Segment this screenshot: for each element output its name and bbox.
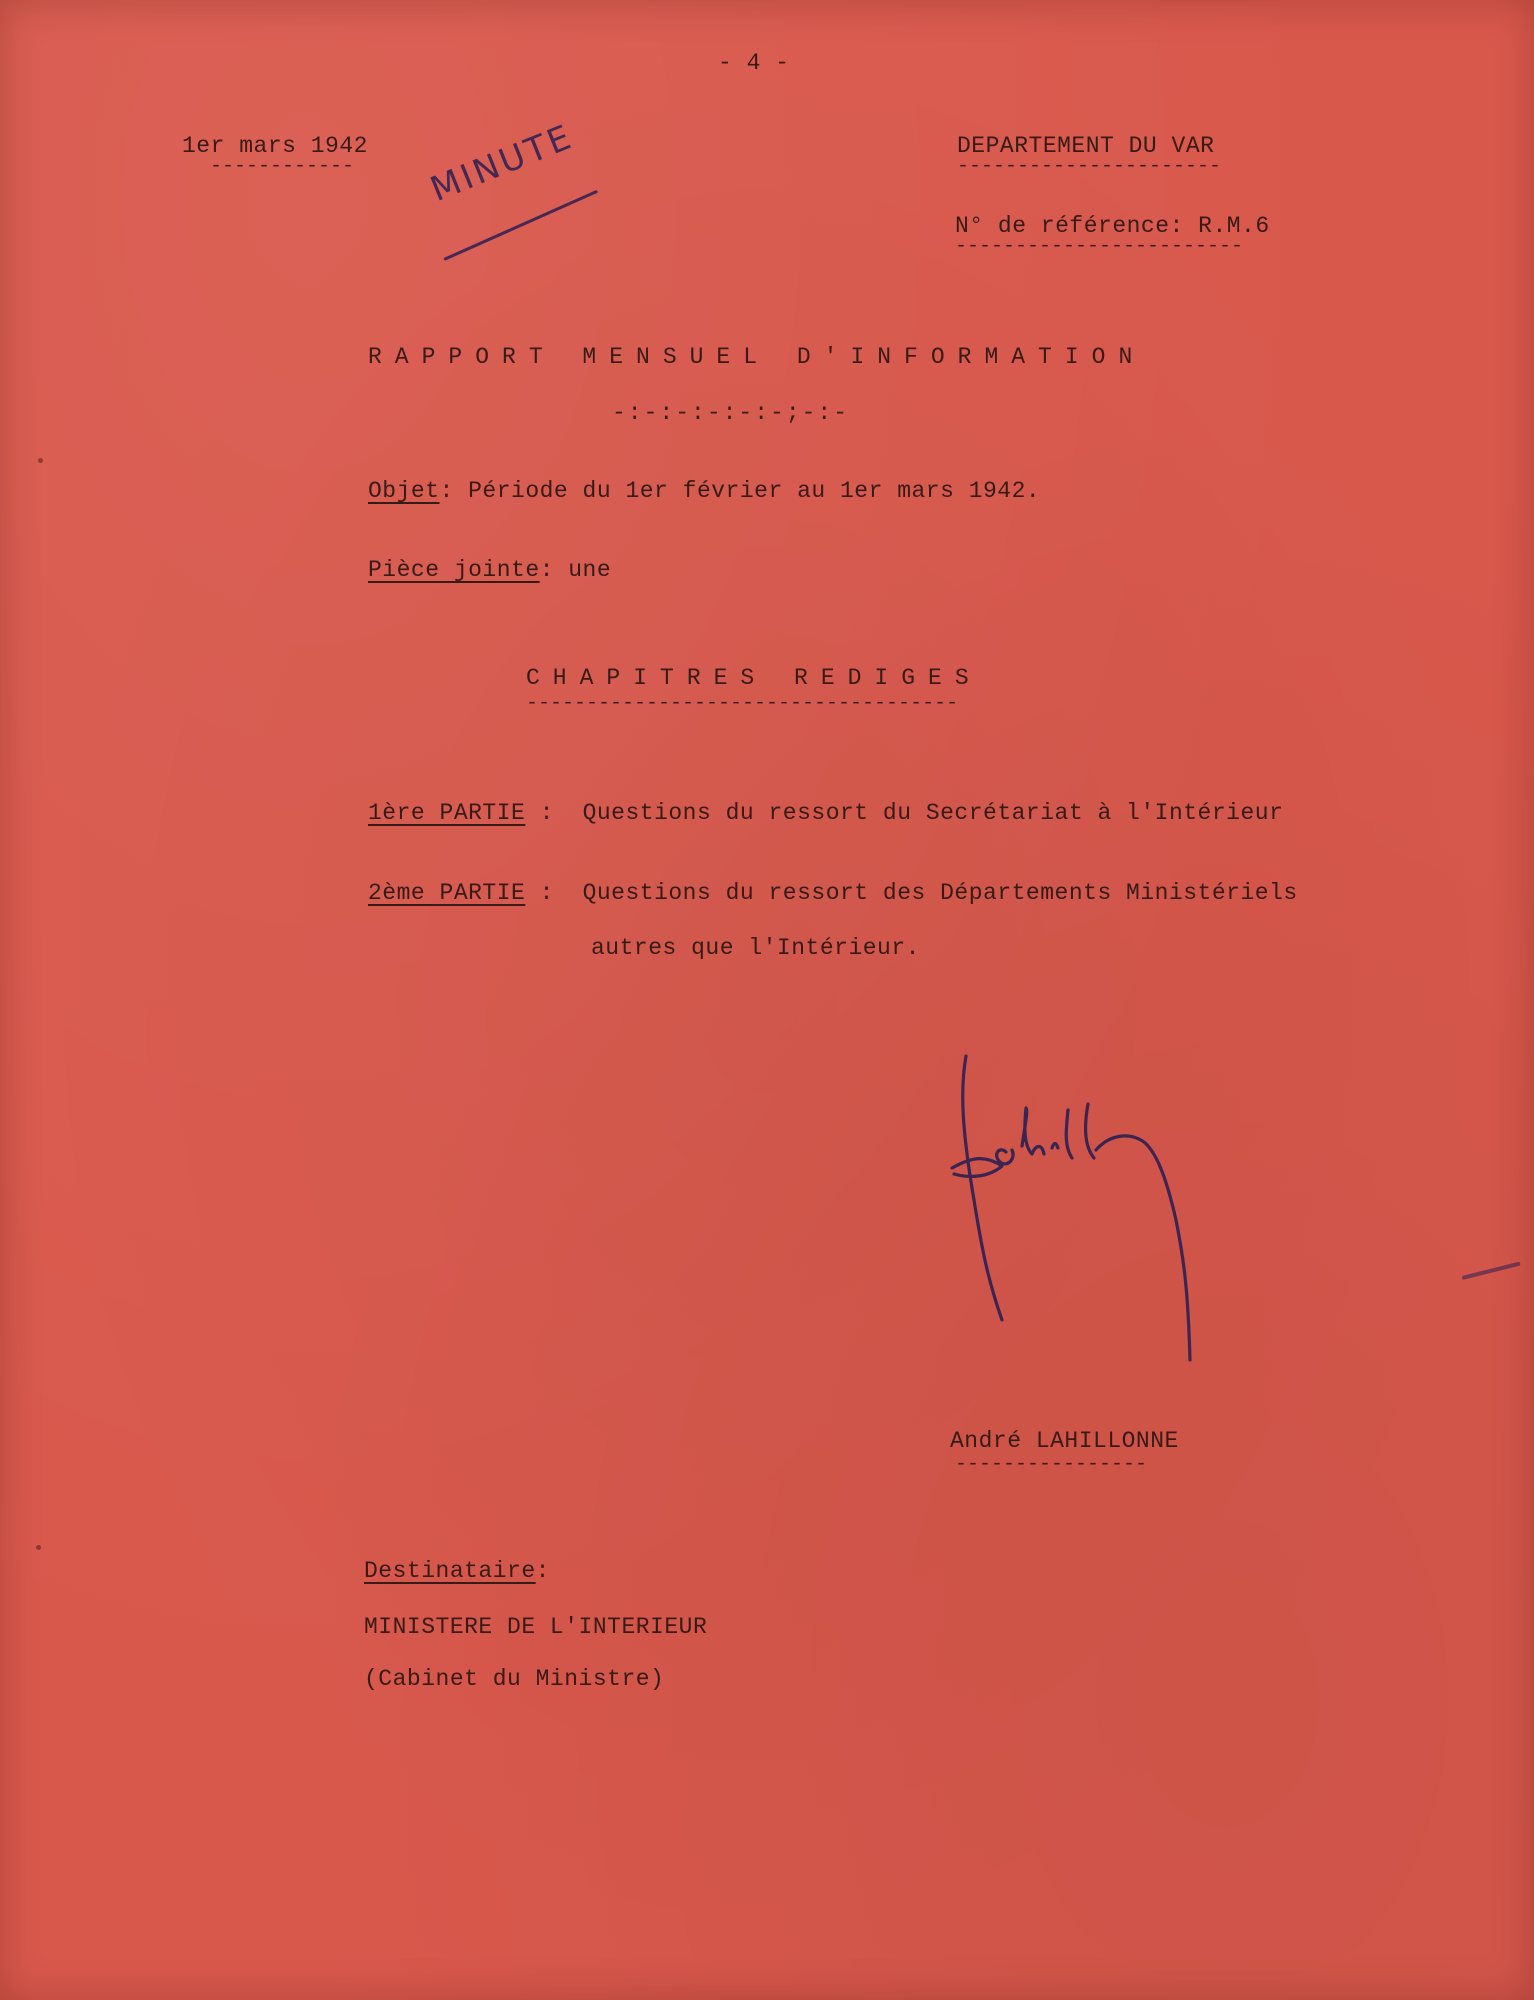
- recipient-line-1: MINISTERE DE L'INTERIEUR: [364, 1614, 708, 1640]
- handwritten-annotation: MINUTE: [425, 116, 580, 210]
- department-header: DEPARTEMENT DU VAR: [957, 133, 1215, 159]
- page-number: - 4 -: [718, 50, 790, 76]
- objet-line: [368, 478, 1040, 504]
- signatory-name: André LAHILLONNE: [950, 1428, 1179, 1454]
- department-underline: ----------------------: [957, 155, 1222, 178]
- destinataire-label: Destinataire: [364, 1558, 536, 1584]
- binder-hole: [36, 1545, 41, 1550]
- handwritten-signature: [940, 1050, 1260, 1370]
- title-ornament: -:-:-:-:-:-;-:-: [612, 400, 850, 426]
- piece-jointe-label: Pièce jointe: [368, 557, 540, 583]
- recipient-line-2: (Cabinet du Ministre): [364, 1666, 665, 1692]
- chapitres-heading: CHAPITRES REDIGES: [526, 665, 982, 691]
- destinataire-line: [364, 1558, 550, 1584]
- part-1-label: 1ère PARTIE: [368, 800, 526, 826]
- piece-jointe-line: [368, 557, 611, 583]
- piece-jointe-value: : une: [539, 557, 612, 583]
- document-date: 1er mars 1942: [182, 133, 368, 159]
- reference-number: N° de référence: R.M.6: [955, 213, 1270, 239]
- binder-hole: [38, 458, 43, 463]
- date-underline: ------------: [210, 155, 355, 178]
- annotation-stroke: [443, 190, 598, 261]
- ink-smudge: [1462, 1262, 1521, 1280]
- part-2-line: [368, 880, 1298, 906]
- part-2-label: 2ème PARTIE: [368, 880, 526, 906]
- part-1-line: [368, 800, 1283, 826]
- part-2-separator: :: [539, 880, 554, 906]
- part-1-text: Questions du ressort du Secrétariat à l'Intérieur: [582, 800, 1284, 826]
- part-2-text-continued: autres que l'Intérieur.: [591, 935, 920, 961]
- chapitres-underline: ------------------------------------: [526, 692, 959, 715]
- objet-value: : Période du 1er février au 1er mars 1942.: [439, 478, 1041, 504]
- objet-label: Objet: [368, 478, 440, 504]
- report-title: RAPPORT MENSUEL D'INFORMATION: [368, 344, 1146, 370]
- part-1-separator: :: [539, 800, 554, 826]
- destinataire-colon: :: [535, 1558, 550, 1584]
- signatory-underline: ----------------: [955, 1453, 1148, 1476]
- part-2-text: Questions du ressort des Départements Ministériels: [582, 880, 1298, 906]
- reference-underline: ------------------------: [955, 235, 1244, 258]
